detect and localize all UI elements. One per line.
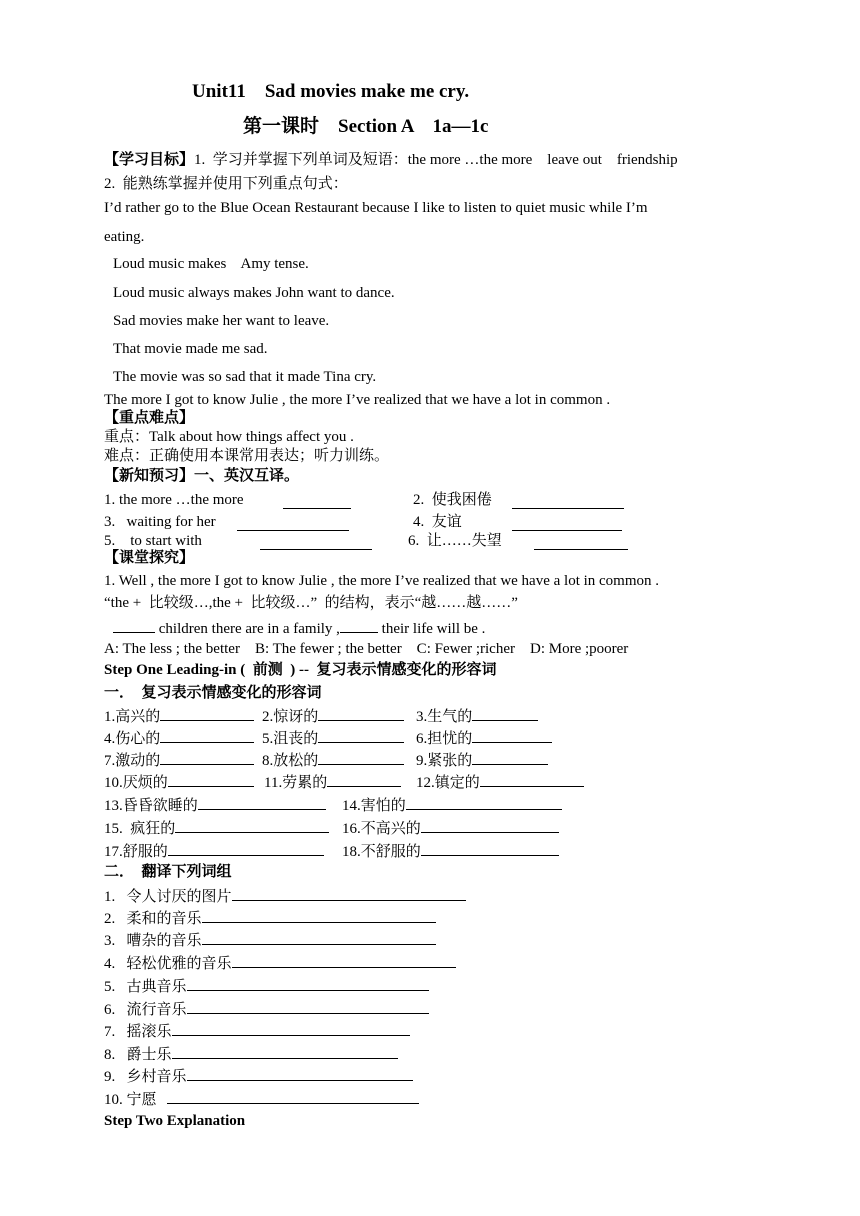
key-focus: 重点：Talk about how things affect you . [104,429,354,445]
adj-17: 17.舒服的 [104,841,324,862]
adj-16: 16.不高兴的 [342,818,559,839]
adj-2: 2.惊讶的 [262,706,404,727]
adj-5: 5.沮丧的 [262,728,404,749]
explore-blank-1[interactable] [113,618,155,633]
phrase-3: 3. 嘈杂的音乐 [104,930,436,951]
explore-blank-2[interactable] [340,618,378,633]
adj-12: 12.镇定的 [416,772,584,793]
preview-blank-2[interactable] [512,494,624,509]
phrase-2: 2. 柔和的音乐 [104,908,436,929]
adj-14: 14.害怕的 [342,795,562,816]
explore-line-3: children there are in a family , their life will be . [113,618,485,639]
phrase-10: 10. 宁愿 [104,1089,419,1110]
goals-sentence-4: Sad movies make her want to leave. [113,313,330,329]
adj-4: 4.伤心的 [104,728,254,749]
adj-8: 8.放松的 [262,750,404,771]
explore-line-2: “the + 比较级…,the + 比较级…” 的结构，表示“越……越……” [104,595,518,611]
goals-sentence-6: The movie was so sad that it made Tina cry. [113,369,377,385]
phrase-7: 7. 摇滚乐 [104,1021,410,1042]
goals-sentence-1a: I’d rather go to the Blue Ocean Restaurant because I like to listen to quiet music while I’m [104,200,648,216]
adj-15: 15. 疯狂的 [104,818,329,839]
preview-blank-5[interactable] [260,535,372,550]
preview-label: 【新知预习】一、英汉互译。 [104,468,300,484]
phrase-4: 4. 轻松优雅的音乐 [104,953,456,974]
key-difficulty: 难点：正确使用本课常用表达；听力训练。 [104,448,390,464]
step1-heading: Step One Leading-in ( 前测 ) -- 复习表示情感变化的形容词 [104,662,497,678]
preview-blank-4[interactable] [512,516,622,531]
preview-item-6: 6. 让……失望 [408,533,502,549]
preview-item-5: 5. to start with [104,533,202,549]
goals-sentence-1b: eating. [104,229,145,245]
adj-3: 3.生气的 [416,706,538,727]
doc-subtitle: 第一课时 Section A 1a—1c [243,116,489,137]
preview-blank-3[interactable] [237,516,349,531]
phrase-9: 9. 乡村音乐 [104,1066,413,1087]
preview-blank-1[interactable] [283,494,351,509]
goals-line-1 [104,151,678,170]
phrase-1: 1. 令人讨厌的图片 [104,886,466,907]
adj-1: 1.高兴的 [104,706,254,727]
preview-blank-6[interactable] [534,535,628,550]
adj-10: 10.厌烦的 [104,772,254,793]
goals-sentence-2: Loud music makes Amy tense. [113,256,309,272]
adj-18: 18.不舒服的 [342,841,559,862]
step1-sub2: 二． 翻译下列词组 [104,864,232,880]
goals-item-1: 1. 学习并掌握下列单词及短语：the more …the more leave out friendship [194,152,678,168]
explore-label: 【课堂探究】 [104,550,195,566]
adj-11: 11.劳累的 [264,772,401,793]
adj-13: 13.昏昏欲睡的 [104,795,326,816]
goals-sentence-3: Loud music always makes John want to dance. [113,285,395,301]
adj-7: 7.激动的 [104,750,254,771]
goals-sentence-5: That movie made me sad. [113,341,268,357]
goals-sentence-7: The more I got to know Julie , the more I’ve realized that we have a lot in common . [104,392,611,408]
preview-item-4: 4. 友谊 [413,514,462,530]
key-label: 【重点难点】 [104,410,195,426]
doc-title: Unit11 Sad movies make me cry. [192,81,470,102]
preview-item-3: 3. waiting for her [104,514,216,530]
step1-sub1: 一． 复习表示情感变化的形容词 [104,685,322,701]
goals-item-2: 2. 能熟练掌握并使用下列重点句式： [104,176,348,192]
adj-9: 9.紧张的 [416,750,548,771]
phrase-8: 8. 爵士乐 [104,1044,398,1065]
adj-6: 6.担忧的 [416,728,552,749]
explore-line-1: 1. Well , the more I got to know Julie , the more I’ve realized that we have a lot in common . [104,573,660,589]
step2-heading: Step Two Explanation [104,1113,246,1129]
explore-options: A: The less ; the better B: The fewer ; the better C: Fewer ;richer D: More ;poorer [104,641,629,657]
preview-item-2: 2. 使我困倦 [413,492,492,508]
phrase-6: 6. 流行音乐 [104,999,429,1020]
goals-label: 【学习目标】 [104,152,195,168]
preview-item-1: 1. the more …the more [104,492,244,508]
phrase-5: 5. 古典音乐 [104,976,429,997]
